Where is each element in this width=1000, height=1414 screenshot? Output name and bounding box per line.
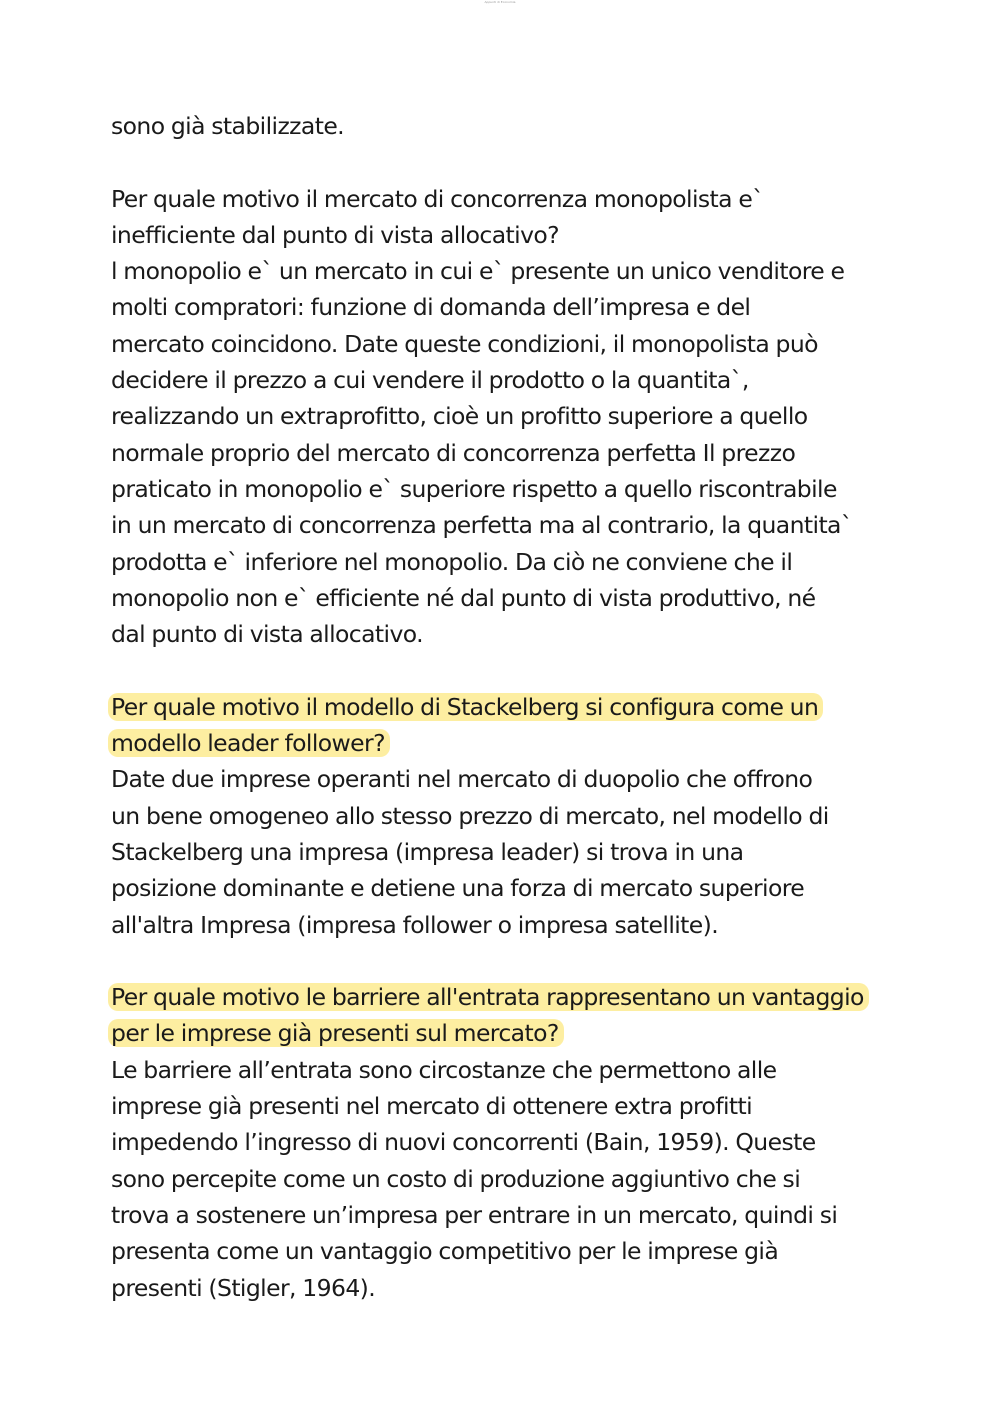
answer-3-line: imprese già presenti nel mercato di ottenere extra profitti [111, 1092, 753, 1121]
answer-1-line: realizzando un extraprofitto, cioè un profitto superiore a quello [111, 402, 808, 431]
paragraph-gap [111, 652, 911, 688]
paragraph-gap [111, 943, 911, 979]
answer-3-line: presenti (Stigler, 1964). [111, 1273, 376, 1302]
question-3-line [111, 1015, 911, 1051]
answer-2-line: Stackelberg una impresa (impresa leader) si trova in una [111, 837, 744, 866]
answer-2-line: Date due imprese operanti nel mercato di duopolio che offrono [111, 765, 813, 794]
question-2-line [111, 689, 911, 725]
highlighted-question-text: modello leader follower? [108, 729, 390, 757]
answer-1-line: praticato in monopolio e` superiore rispetto a quello riscontrabile [111, 474, 837, 503]
question-1-line: Per quale motivo il mercato di concorrenza monopolista e` [111, 184, 764, 213]
answer-3-line: impedendo l’ingresso di nuovi concorrenti (Bain, 1959). Queste [111, 1128, 816, 1157]
answer-1-line: normale proprio del mercato di concorrenza perfetta Il prezzo [111, 438, 796, 467]
answer-1-line: prodotta e` inferiore nel monopolio. Da ciò ne conviene che il [111, 547, 793, 576]
highlighted-question-text: per le imprese già presenti sul mercato? [108, 1019, 564, 1047]
document-body [111, 108, 911, 1306]
answer-1-line: dal punto di vista allocativo. [111, 620, 424, 649]
answer-1-line: in un mercato di concorrenza perfetta ma al contrario, la quantita` [111, 511, 853, 540]
answer-2-line: un bene omogeneo allo stesso prezzo di mercato, nel modello di [111, 801, 829, 830]
question-2-line [111, 725, 911, 761]
answer-1-line: molti compratori: funzione di domanda dell’impresa e del [111, 293, 751, 322]
highlighted-question-text: Per quale motivo il modello di Stackelberg si configura come un [108, 693, 823, 721]
paragraph-gap [111, 144, 911, 180]
answer-1-line: monopolio non e` efficiente né dal punto di vista produttivo, né [111, 583, 816, 612]
page-header-text: Appunti di Economia [484, 0, 516, 4]
question-3-line [111, 979, 911, 1015]
question-1-line: inefficiente dal punto di vista allocativo? [111, 220, 560, 249]
answer-2-line: all'altra Impresa (impresa follower o impresa satellite). [111, 910, 719, 939]
answer-3-line: trova a sostenere un’impresa per entrare in un mercato, quindi si [111, 1200, 838, 1229]
answer-1-line: decidere il prezzo a cui vendere il prodotto o la quantita`, [111, 366, 749, 395]
answer-3-line: sono percepite come un costo di produzione aggiuntivo che si [111, 1164, 801, 1193]
answer-1-line: l monopolio e` un mercato in cui e` presente un unico venditore e [111, 257, 845, 286]
highlighted-question-text: Per quale motivo le barriere all'entrata rappresentano un vantaggio [108, 983, 869, 1011]
answer-3-line: Le barriere all’entrata sono circostanze che permettono alle [111, 1055, 777, 1084]
answer-1-line: mercato coincidono. Date queste condizioni, il monopolista può [111, 329, 818, 358]
paragraph-line: sono già stabilizzate. [111, 112, 345, 140]
answer-3-line: presenta come un vantaggio competitivo per le imprese già [111, 1237, 779, 1266]
answer-2-line: posizione dominante e detiene una forza di mercato superiore [111, 874, 805, 903]
